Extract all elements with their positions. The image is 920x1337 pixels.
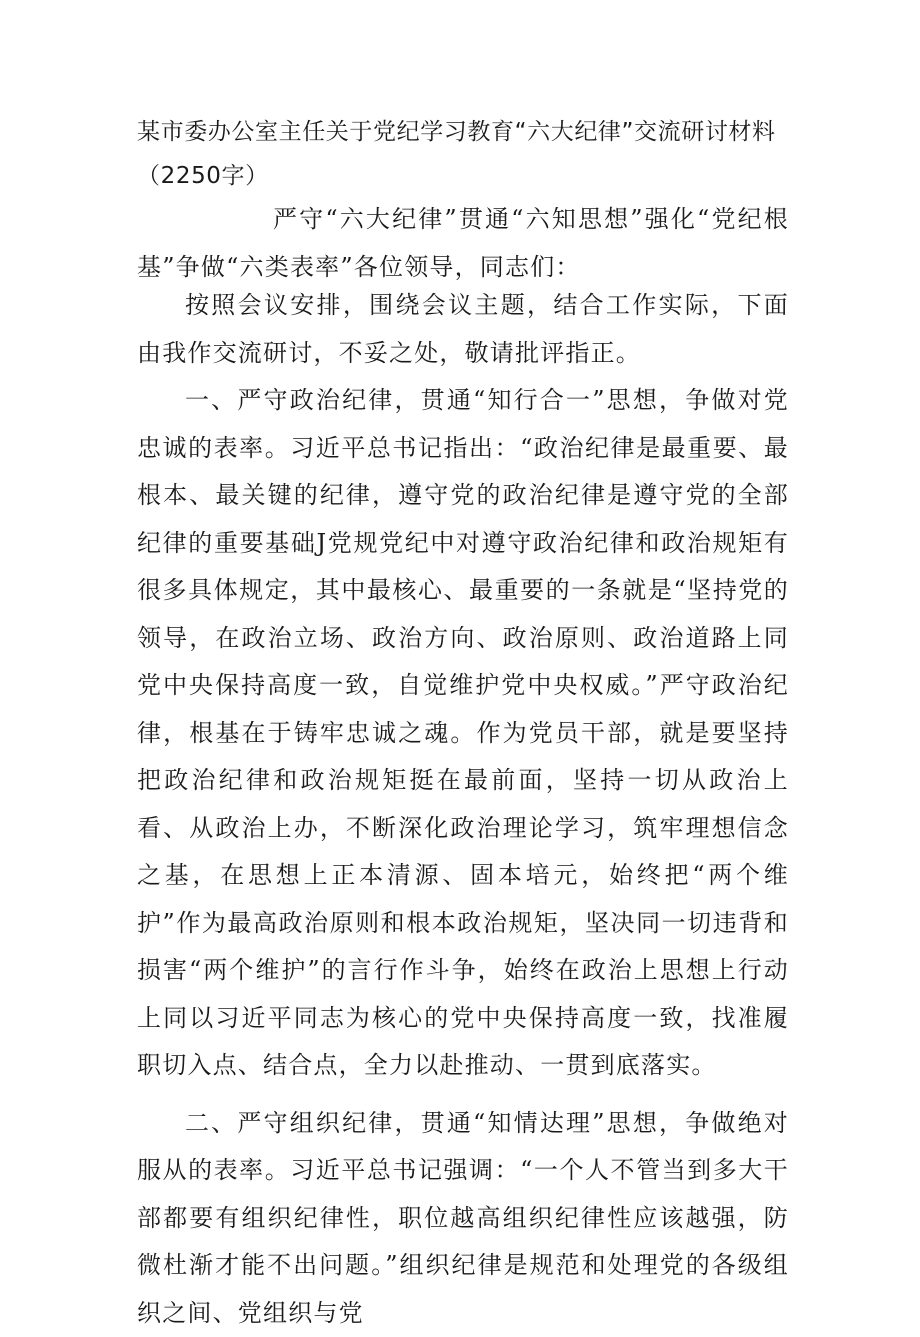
paragraph-organizational-discipline: 二、严守组织纪律，贯通“知情达理”思想，争做绝对服从的表率。习近平总书记强调：“一个人不管当到多大干部都要有组织纪律性，职位越高组织纪律性应该越强，防微杜渐才能不出问题。”组织纪律是规范和处理党的各级组织之间、党组织与党 [137,1100,789,1337]
document-body [137,282,789,1337]
document-title: 某市委办公室主任关于党纪学习教育“六大纪律”交流研讨材料（2250字） [137,110,789,198]
paragraph-intro: 按照会议安排，围绕会议主题，结合工作实际，下面由我作交流研讨，不妥之处，敬请批评指正。 [137,282,789,377]
paragraph-political-discipline: 一、严守政治纪律，贯通“知行合一”思想，争做对党忠诚的表率。习近平总书记指出：“政治纪律是最重要、最根本、最关键的纪律，遵守党的政治纪律是遵守党的全部纪律的重要基础J党规党纪中对遵守政治纪律和政治规矩有很多具体规定，其中最核心、最重要的一条就是“坚持党的领导，在政治立场、政治方向、政治原则、政治道路上同党中央保持高度一致，自觉维护党中央权威。”严守政治纪律，根基在于铸牢忠诚之魂。作为党员干部，就是要坚持把政治纪律和政治规矩挺在最前面，坚持一切从政治上看、从政治上办，不断深化政治理论学习，筑牢理想信念之基，在思想上正本清源、固本培元，始终把“两个维护”作为最高政治原则和根本政治规矩，坚决同一切违背和损害“两个维护”的言行作斗争，始终在政治上思想上行动上同以习近平同志为核心的党中央保持高度一致，找准履职切入点、结合点，全力以赴推动、一贯到底落实。 [137,377,789,1090]
document-subtitle: 严守“六大纪律”贯通“六知思想”强化“党纪根基”争做“六类表率”各位领导，同志们： [137,196,789,291]
